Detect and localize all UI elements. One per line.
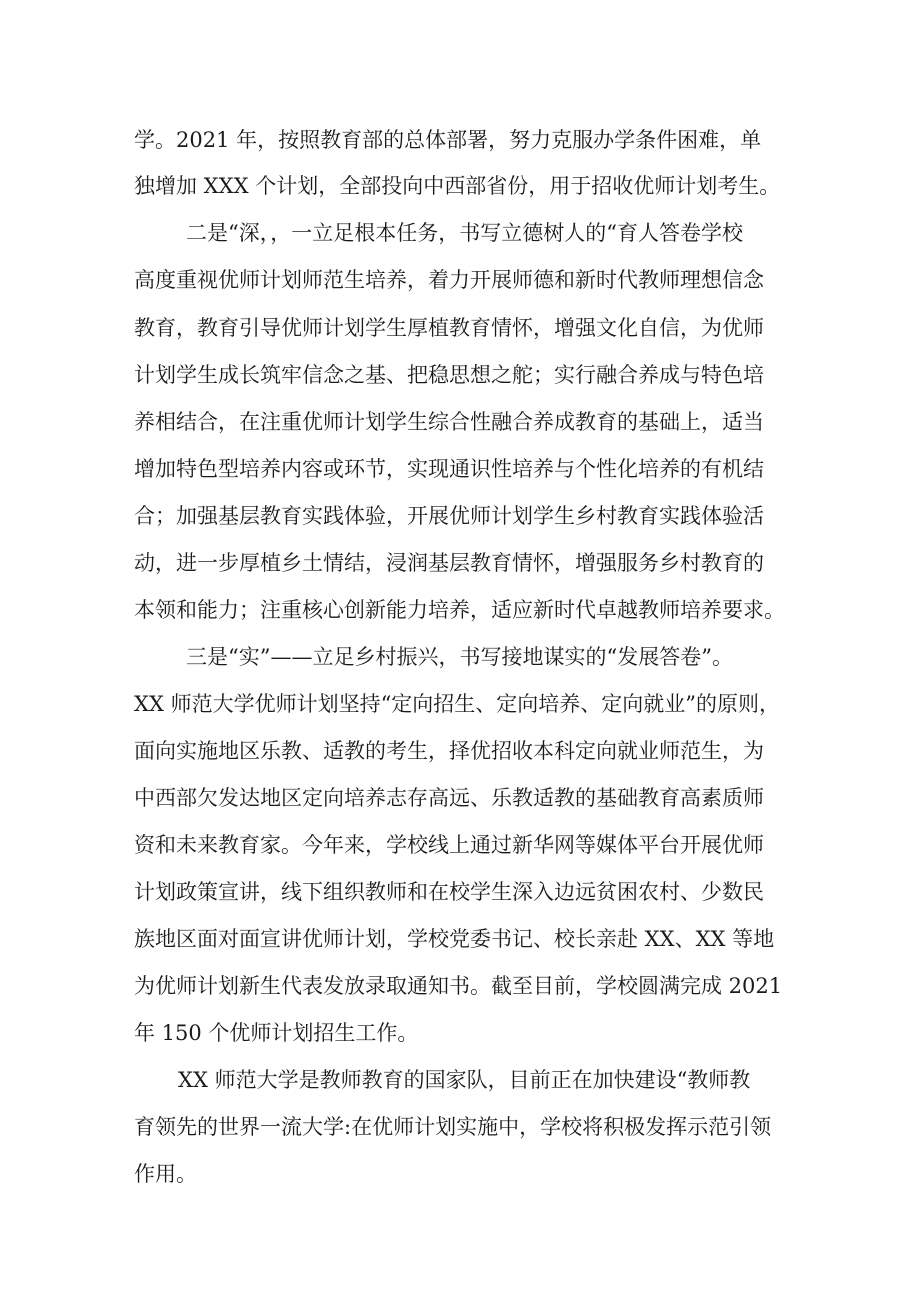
- text-line-8: 增加特色型培养内容或环节，实现通识性培养与个性化培养的有机结: [134, 457, 764, 481]
- text-line-11: 本领和能力；注重核心创新能力培养，适应新时代卓越教师培养要求。: [134, 598, 785, 622]
- text-line-20: 年 150 个优师计划招生工作。: [134, 1021, 419, 1045]
- text-line-17: 计划政策宣讲，线下组织教师和在校学生深入边远贫困农村、少数民: [134, 880, 764, 904]
- text-line-3: 二是“深，，一立足根本任务，书写立德树人的“育人答卷学校: [186, 221, 743, 245]
- text-line-15: 中西部欠发达地区定向培养志存高远、乐教适教的基础教育高素质师: [134, 786, 764, 810]
- text-line-18: 族地区面对面宣讲优师计划，学校党委书记、校长亲赴 XX、XX 等地: [134, 927, 775, 951]
- text-line-1: 学。2021 年，按照教育部的总体部署，努力克服办学条件困难，单: [134, 128, 762, 152]
- text-line-23: 作用。: [134, 1162, 197, 1186]
- text-line-16: 资和未来教育家。今年来，学校线上通过新华网等媒体平台开展优师: [134, 833, 764, 857]
- text-line-10: 动，进一步厚植乡土情结，浸润基层教育情怀，增强服务乡村教育的: [134, 551, 764, 575]
- text-line-9: 合；加强基层教育实践体验，开展优师计划学生乡村教育实践体验活: [134, 504, 764, 528]
- text-line-4: 高度重视优师计划师范生培养，着力开展师德和新时代教师理想信念: [134, 268, 764, 292]
- text-line-7: 养相结合，在注重优师计划学生综合性融合养成教育的基础上，适当: [134, 410, 764, 434]
- text-line-12: 三是“实”——立足乡村振兴，书写接地谋实的“发展答卷”。: [186, 645, 733, 669]
- text-line-14: 面向实施地区乐教、适教的考生，择优招收本科定向就业师范生，为: [134, 739, 764, 763]
- text-line-2: 独增加 XXX 个计划，全部投向中西部省份，用于招收优师计划考生。: [134, 174, 781, 198]
- text-line-21: XX 师范大学是教师教育的国家队，目前正在加快建设“教师教: [178, 1068, 751, 1092]
- text-line-5: 教育，教育引导优师计划学生厚植教育情怀，增强文化自信，为优师: [134, 316, 764, 340]
- text-line-22: 育领先的世界一流大学:在优师计划实施中，学校将积极发挥示范引领: [134, 1115, 772, 1139]
- text-line-19: 为优师计划新生代表发放录取通知书。截至目前，学校圆满完成 2021: [134, 974, 783, 998]
- text-line-13: XX 师范大学优师计划坚持“定向招生、定向培养、定向就业”的原则，: [134, 692, 781, 716]
- text-line-6: 计划学生成长筑牢信念之基、把稳思想之舵；实行融合养成与特色培: [134, 363, 764, 387]
